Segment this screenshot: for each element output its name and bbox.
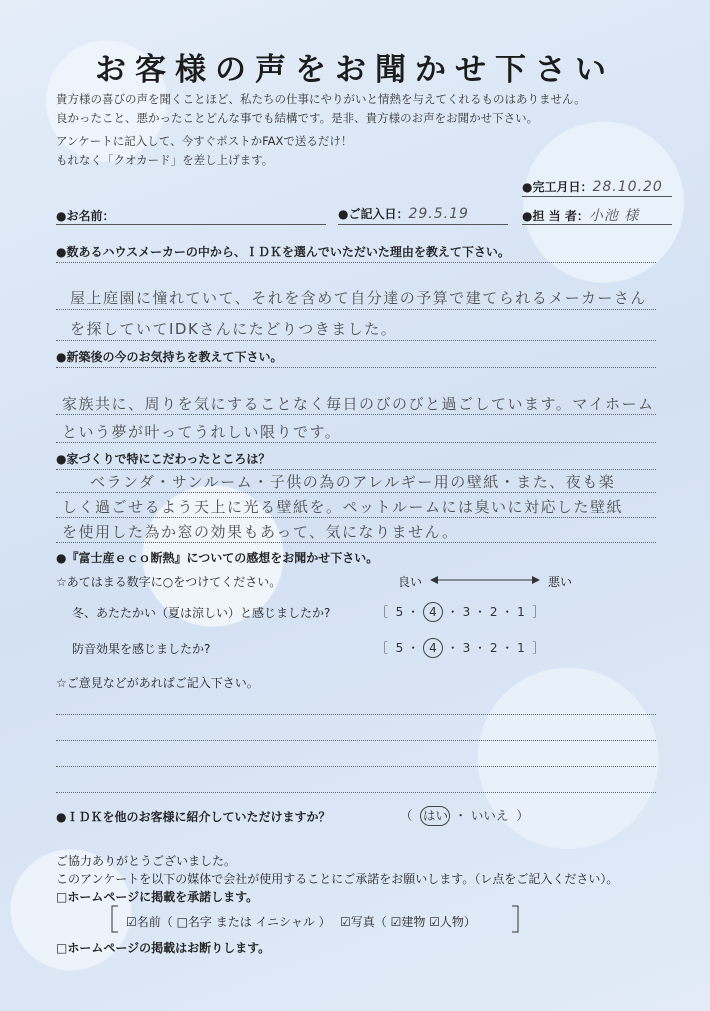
staff-underline bbox=[522, 224, 672, 225]
scale-good-label: 良い bbox=[398, 575, 423, 589]
rating-option[interactable]: 1 bbox=[517, 641, 525, 655]
q2-rule bbox=[56, 414, 656, 415]
q4-item-question: 防音効果を感じましたか? bbox=[72, 642, 211, 656]
completion-date-label: ●完工月日： bbox=[522, 180, 593, 194]
completion-underline bbox=[522, 196, 672, 197]
option-bracket bbox=[110, 904, 520, 934]
q3-answer-line: しく過ごせるよう天上に光る壁紙を。ペットルームには臭いに対応した壁紙 bbox=[62, 498, 624, 516]
referral-yes-option[interactable]: はい bbox=[420, 806, 450, 826]
consent-text: このアンケートを以下の媒体で会社が使用することにご承諾をお願いします。（レ点をご記入ください）。 bbox=[56, 872, 619, 886]
q3-label: ●家づくりで特にこだわったところは？ bbox=[56, 452, 271, 466]
q4-label: ●『富士産ｅｃｏ断熱』についての感想をお聞かせ下さい。 bbox=[56, 551, 379, 565]
q3-rule bbox=[56, 492, 656, 493]
rating-option[interactable]: 3 bbox=[462, 641, 471, 655]
name-option-checkbox[interactable]: ☑名前（ □名字 または イニシャル ） bbox=[126, 915, 331, 929]
referral-options[interactable]: （ はい ・ いいえ ） bbox=[400, 806, 529, 826]
photo-option-checkbox[interactable]: ☑写真（ ☑建物 ☑人物） bbox=[340, 915, 476, 929]
q3-divider bbox=[56, 469, 656, 470]
opinion-line[interactable] bbox=[56, 714, 656, 715]
q1-answer-line: を探していてIDKさんにたどりつきました。 bbox=[70, 320, 398, 338]
date-label: ●ご記入日： bbox=[338, 207, 409, 221]
q2-answer-line: 家族共に、周りを気にすることなく毎日のびのびと過ごしています。マイホーム bbox=[62, 395, 655, 413]
date-value: 29.5.19 bbox=[408, 206, 469, 222]
rating-option[interactable]: 2 bbox=[489, 605, 498, 619]
rating-option[interactable]: 3 bbox=[462, 605, 471, 619]
intro-text bbox=[56, 90, 586, 170]
q1-rule bbox=[56, 340, 656, 341]
name-underline bbox=[56, 224, 326, 225]
scale-bad-label: 悪い bbox=[548, 575, 573, 589]
rating-scale-warmth[interactable]: ［ 5 ・ 4 ・ 3 ・ 2 ・ 1 ］ bbox=[376, 602, 544, 622]
opinion-line[interactable] bbox=[56, 792, 656, 793]
scale-arrow-icon bbox=[430, 574, 540, 586]
q3-answer-line: を使用した為か窓の効果もあって、気になりません。 bbox=[62, 523, 459, 541]
rating-option-selected[interactable]: 4 bbox=[423, 602, 443, 622]
q4-instruction: ☆あてはまる数字に○をつけてください。 bbox=[56, 575, 282, 589]
q2-label: ●新築後の今のお気持ちを教えて下さい。 bbox=[56, 350, 283, 364]
rating-option[interactable]: 5 bbox=[395, 641, 404, 655]
q1-answer-line: 屋上庭園に憧れていて、それを含めて自分達の予算で建てられるメーカーさん bbox=[70, 289, 647, 307]
homepage-ok-checkbox[interactable]: □ホームページに掲載を承諾します。 bbox=[56, 890, 259, 904]
q1-rule bbox=[56, 309, 656, 310]
name-label: ●お名前： bbox=[56, 209, 115, 223]
q2-rule bbox=[56, 442, 656, 443]
intro-line: アンケートに記入して、今すぐポストかFAXで送るだけ！ bbox=[56, 134, 353, 148]
rating-option[interactable]: 1 bbox=[517, 605, 525, 619]
date-field[interactable] bbox=[338, 203, 469, 222]
opinion-line[interactable] bbox=[56, 766, 656, 767]
rating-option-selected[interactable]: 4 bbox=[423, 638, 443, 658]
rating-option[interactable]: 5 bbox=[395, 605, 404, 619]
q4-item-question: 冬、あたたかい（夏は涼しい）と感じましたか? bbox=[72, 606, 331, 620]
intro-line: 良かったこと、悪かったことどんな事でも結構です。是非、貴方様のお声をお聞かせ下さい。 bbox=[56, 111, 539, 125]
intro-line: 貴方様の喜びの声を聞くことほど、私たちの仕事にやりがいと情熱を与えてくれるものはありません。 bbox=[56, 92, 586, 106]
opinion-line[interactable] bbox=[56, 740, 656, 741]
page-title: お客様の声をお聞かせ下さい bbox=[95, 52, 615, 88]
staff-label: ●担 当 者： bbox=[522, 209, 589, 223]
q3-rule bbox=[56, 517, 656, 518]
referral-no-option[interactable]: いいえ bbox=[470, 808, 509, 823]
rating-scale-soundproof[interactable]: ［ 5 ・ 4 ・ 3 ・ 2 ・ 1 ］ bbox=[376, 638, 544, 658]
opinion-label: ☆ご意見などがあればご記入下さい。 bbox=[56, 676, 259, 690]
referral-label: ●ＩＤＫを他のお客様に紹介していただけますか？ bbox=[56, 810, 331, 824]
q3-rule bbox=[56, 542, 656, 543]
intro-line: もれなく「クオカード」を差し上げます。 bbox=[56, 153, 274, 167]
q1-label: ●数あるハウスメーカーの中から、ＩＤＫを選んでいただいた理由を教えて下さい。 bbox=[56, 245, 510, 259]
homepage-no-checkbox[interactable]: □ホームページの掲載はお断りします。 bbox=[56, 941, 271, 955]
staff-value: 小池 様 bbox=[588, 208, 640, 224]
staff-field[interactable] bbox=[522, 205, 639, 225]
q3-answer-line: ベランダ・サンルーム・子供の為のアレルギー用の壁紙・また、夜も楽 bbox=[90, 473, 616, 491]
q1-divider bbox=[56, 262, 656, 263]
name-field[interactable] bbox=[56, 205, 114, 224]
completion-date-field[interactable] bbox=[522, 176, 663, 195]
date-underline bbox=[338, 224, 508, 225]
rating-option[interactable]: 2 bbox=[489, 641, 498, 655]
q2-divider bbox=[56, 367, 656, 368]
completion-date-value: 28.10.20 bbox=[592, 179, 663, 195]
thanks-text: ご協力ありがとうございました。 bbox=[56, 854, 237, 868]
q2-answer-line: という夢が叶ってうれしい限りです。 bbox=[62, 423, 342, 441]
